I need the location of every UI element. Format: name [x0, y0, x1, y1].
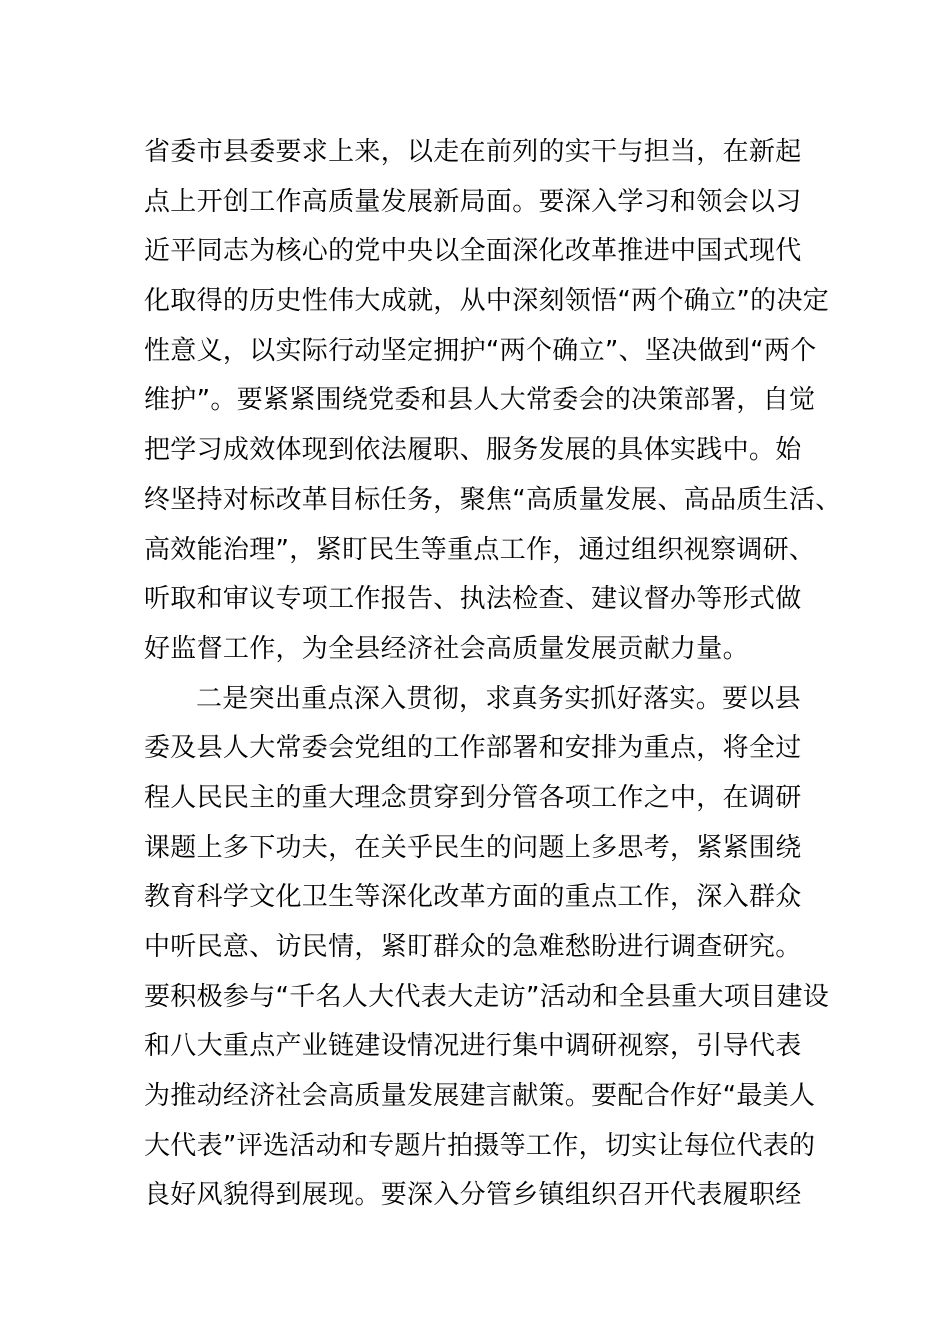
text-line: 维护”。要紧紧围绕党委和县人大常委会的决策部署，自觉	[144, 385, 816, 416]
text-line: 好监督工作，为全县经济社会高质量发展贡献力量。	[144, 633, 749, 664]
text-line: 教育科学文化卫生等深化改革方面的重点工作，深入群众	[144, 882, 802, 913]
text-line: 听取和审议专项工作报告、执法检查、建议督办等形式做	[144, 584, 802, 615]
text-line: 点上开创工作高质量发展新局面。要深入学习和领会以习	[144, 186, 802, 217]
body-text	[144, 128, 842, 1221]
text-line: 课题上多下功夫，在关乎民生的问题上多思考，紧紧围绕	[144, 832, 802, 863]
text-line: 中听民意、访民情，紧盯群众的急难愁盼进行调查研究。	[144, 932, 802, 962]
text-line: 要积极参与“千名人大代表大走访”活动和全县重大项目建设	[144, 981, 830, 1012]
text-line: 化取得的历史性伟大成就，从中深刻领悟“两个确立”的决定	[144, 286, 830, 317]
text-line: 省委市县委要求上来，以走在前列的实干与担当，在新起	[144, 137, 802, 167]
text-line: 良好风貌得到展现。要深入分管乡镇组织召开代表履职经	[144, 1180, 802, 1211]
text-line: 程人民民主的重大理念贯穿到分管各项工作之中，在调研	[144, 782, 802, 813]
text-line: 大代表”评选活动和专题片拍摄等工作，切实让每位代表的	[144, 1130, 816, 1161]
text-line: 近平同志为核心的党中央以全面深化改革推进中国式现代	[144, 236, 802, 267]
text-line: 和八大重点产业链建设情况进行集中调研视察，引导代表	[144, 1031, 802, 1062]
text-line: 委及县人大常委会党组的工作部署和安排为重点，将全过	[144, 733, 802, 764]
text-line: 终坚持对标改革目标任务，聚焦“高质量发展、高品质生活、	[144, 484, 842, 515]
text-line: 为推动经济社会高质量发展建言献策。要配合作好“最美人	[144, 1081, 816, 1112]
text-line: 高效能治理”，紧盯民生等重点工作，通过组织视察调研、	[144, 534, 816, 565]
paragraph-start-line: 二是突出重点深入贯彻，求真务实抓好落实。要以县	[196, 683, 801, 714]
text-line: 把学习成效体现到依法履职、服务发展的具体实践中。始	[144, 435, 802, 466]
text-line: 性意义，以实际行动坚定拥护“两个确立”、坚决做到“两个	[144, 335, 817, 366]
